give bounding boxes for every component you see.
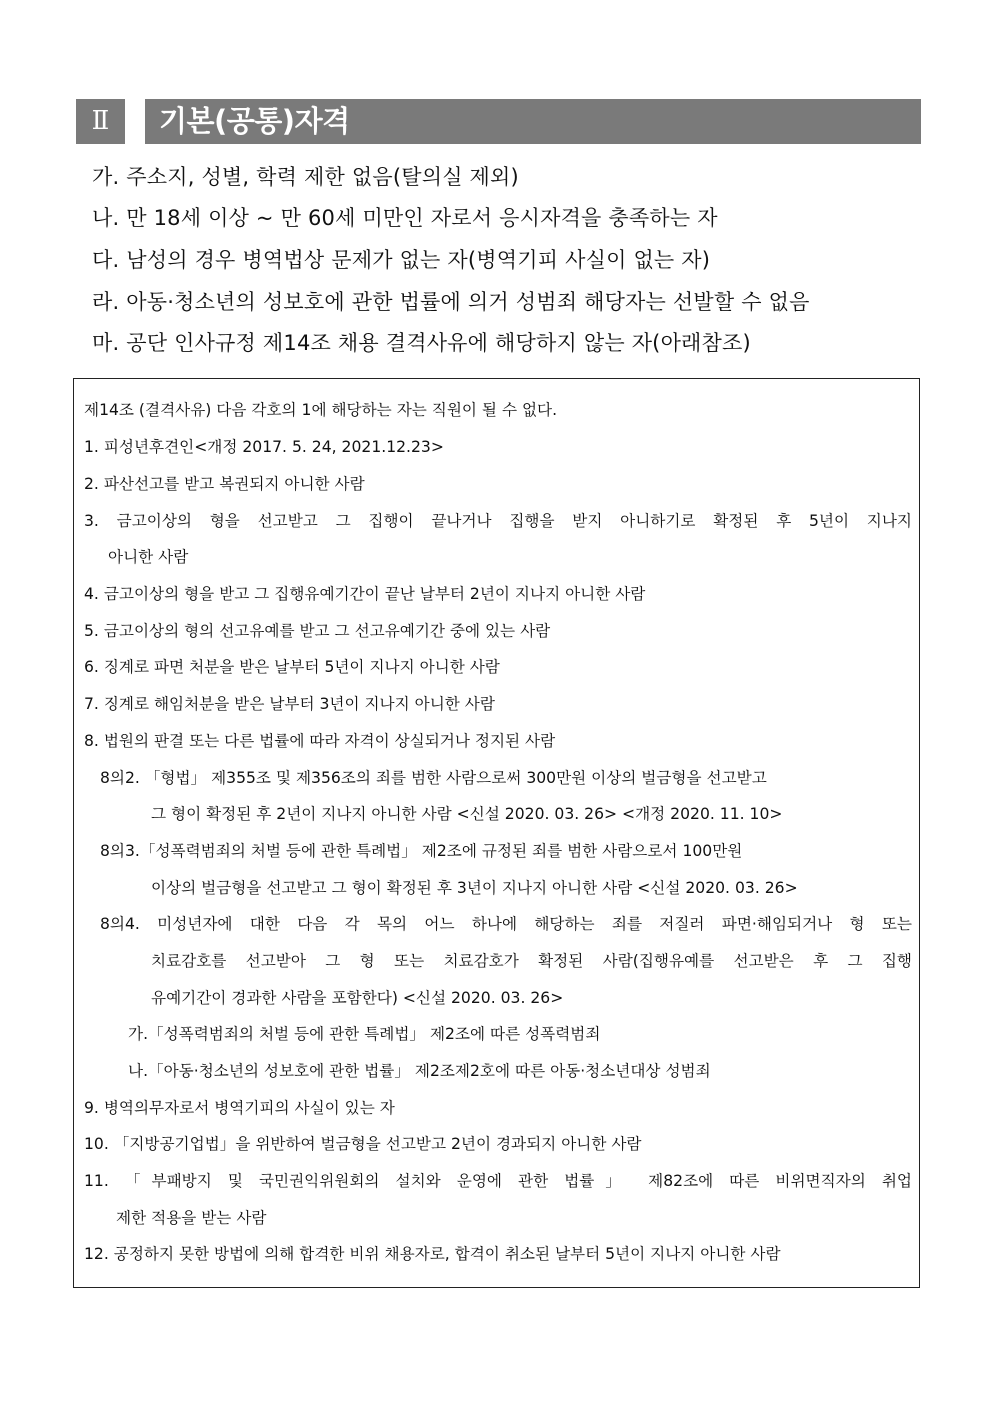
article-subsubitem: 가.「성폭력범죄의 처벌 등에 관한 특례법」 제2조에 따른 성폭력범죄 [128, 1025, 601, 1043]
requirement-item: 가. 주소지, 성별, 학력 제한 없음(탈의실 제외) [92, 165, 519, 189]
section-title: 기본(공통)자격 [145, 99, 921, 144]
article-subitem: 8의4. 미성년자에 대한 다음 각 목의 어느 하나에 해당하는 죄를 저질러 파면·해임되거나 형 또는 [100, 915, 912, 933]
article-item-continued: 제한 적용을 받는 사람 [116, 1209, 267, 1227]
article-subsubitem: 나.「아동·청소년의 성보호에 관한 법률」 제2조제2호에 따른 아동·청소년대상 성범죄 [128, 1062, 711, 1080]
article-item: 9. 병역의무자로서 병역기피의 사실이 있는 자 [84, 1099, 395, 1117]
article-item: 10. 「지방공기업법」을 위반하여 벌금형을 선고받고 2년이 경과되지 아니한 사람 [84, 1135, 642, 1153]
article-subitem-continued: 유예기간이 경과한 사람을 포함한다) <신설 2020. 03. 26> [151, 989, 564, 1007]
article-subitem-continued: 그 형이 확정된 후 2년이 지나지 아니한 사람 <신설 2020. 03. 26> <개정 2020. 11. 10> [151, 805, 783, 823]
article-item: 11. 「부패방지 및 국민권익위원회의 설치와 운영에 관한 법률」 제82조에 따른 비위면직자의 취업 [84, 1172, 912, 1190]
section-number: Ⅱ [76, 99, 125, 144]
article-item: 12. 공정하지 못한 방법에 의해 합격한 비위 채용자로, 합격이 취소된 날부터 5년이 지나지 아니한 사람 [84, 1245, 781, 1263]
requirement-item: 다. 남성의 경우 병역법상 문제가 없는 자(병역기피 사실이 없는 자) [92, 248, 711, 272]
article-subitem-continued: 이상의 벌금형을 선고받고 그 형이 확정된 후 3년이 지나지 아니한 사람 <신설 2020. 03. 26> [151, 879, 798, 897]
disqualification-article-box [73, 378, 920, 1288]
article-item: 4. 금고이상의 형을 받고 그 집행유예기간이 끝난 날부터 2년이 지나지 아니한 사람 [84, 585, 646, 603]
article-item: 5. 금고이상의 형의 선고유예를 받고 그 선고유예기간 중에 있는 사람 [84, 622, 551, 640]
article-item: 7. 징계로 해임처분을 받은 날부터 3년이 지나지 아니한 사람 [84, 695, 495, 713]
article-item: 6. 징계로 파면 처분을 받은 날부터 5년이 지나지 아니한 사람 [84, 658, 500, 676]
article-item: 2. 파산선고를 받고 복권되지 아니한 사람 [84, 475, 365, 493]
article-item: 1. 피성년후견인<개정 2017. 5. 24, 2021.12.23> [84, 438, 444, 456]
article-item: 3. 금고이상의 형을 선고받고 그 집행이 끝나거나 집행을 받지 아니하기로 확정된 후 5년이 지나지 [84, 512, 912, 530]
requirement-item: 나. 만 18세 이상 ~ 만 60세 미만인 자로서 응시자격을 충족하는 자 [92, 206, 718, 230]
requirement-item: 라. 아동·청소년의 성보호에 관한 법률에 의거 성범죄 해당자는 선발할 수 없음 [92, 290, 810, 314]
article-subitem-continued: 치료감호를 선고받아 그 형 또는 치료감호가 확정된 사람(집행유예를 선고받은 후 그 집행 [151, 952, 912, 970]
article-subitem: 8의3.「성폭력범죄의 처벌 등에 관한 특례법」 제2조에 규정된 죄를 범한 사람으로서 100만원 [100, 842, 743, 860]
article-item: 8. 법원의 판결 또는 다른 법률에 따라 자격이 상실되거나 정지된 사람 [84, 732, 556, 750]
requirement-item: 마. 공단 인사규정 제14조 채용 결격사유에 해당하지 않는 자(아래참조) [92, 331, 751, 355]
article-heading: 제14조 (결격사유) 다음 각호의 1에 해당하는 자는 직원이 될 수 없다. [84, 401, 558, 419]
article-subitem: 8의2. 「형법」 제355조 및 제356조의 죄를 범한 사람으로써 300만원 이상의 벌금형을 선고받고 [100, 769, 767, 787]
article-item-continued: 아니한 사람 [108, 548, 189, 566]
